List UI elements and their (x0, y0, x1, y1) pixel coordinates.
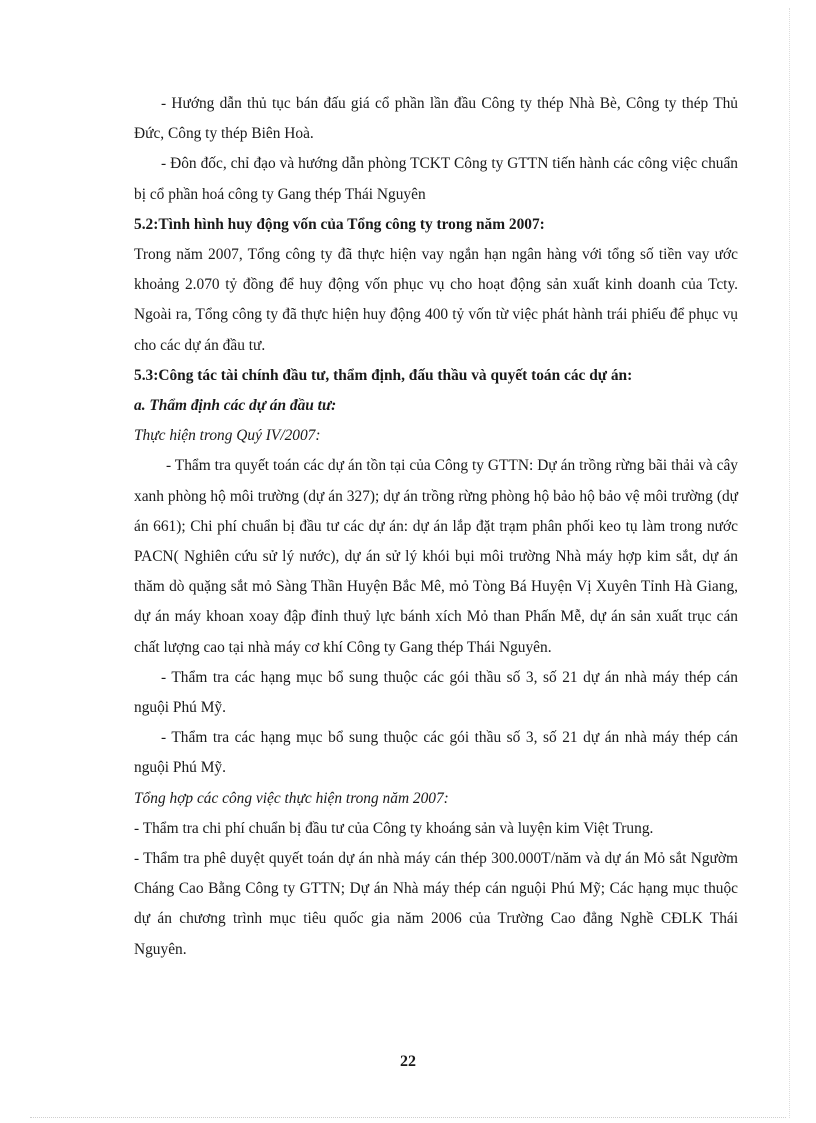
subheading-2007-summary: Tổng hợp các công việc thực hiện trong năm 2007: (134, 789, 449, 807)
margin-divider (789, 8, 790, 1118)
paragraph-supplementary-items-1: - Thẩm tra các hạng mục bổ sung thuộc các gói thầu số 3, số 21 dự án nhà máy thép cán nguội Phú Mỹ. (134, 668, 738, 717)
paragraph-capital-mobilization: Trong năm 2007, Tổng công ty đã thực hiện vay ngắn hạn ngân hàng với tổng số tiền vay ước khoảng 2.070 tỷ đồng để huy động vốn phục vụ cho hoạt động sản xuất kinh doanh của Tcty. Ngoài ra, Tổng công ty đã thực hiện huy động 400 tỷ vốn từ việc phát hành trái phiếu để phục vụ cho các dự án đầu tư. (134, 246, 738, 354)
paragraph-equitization-guidance: - Đôn đốc, chỉ đạo và hướng dẫn phòng TCKT Công ty GTTN tiến hành các công việc chuẩn bị cổ phần hoá công ty Gang thép Thái Nguyên (134, 155, 738, 203)
page-number: 22 (400, 1053, 416, 1070)
subheading-q4: Thực hiện trong Quý IV/2007: (134, 427, 321, 445)
subheading-a: a. Thẩm định các dự án đầu tư: (134, 397, 337, 415)
paragraph-approval-settlement: - Thẩm tra phê duyệt quyết toán dự án nhà máy cán thép 300.000T/năm và dự án Mỏ sắt Ngườm Cháng Cao Bằng Công ty GTTN; Dự án Nhà máy thép cán nguội Phú Mỹ; Các hạng mục thuộc dự án chương trình mục tiêu quốc gia năm 2006 của Trường Cao đẳng Nghề CĐLK Thái Nguyên. (134, 850, 738, 958)
heading-5-3: 5.3:Công tác tài chính đầu tư, thẩm định, đấu thầu và quyết toán các dự án: (134, 366, 633, 384)
heading-5-2: 5.2:Tình hình huy động vốn của Tổng công ty trong năm 2007: (134, 215, 545, 233)
paragraph-viet-trung-review: - Thẩm tra chi phí chuẩn bị đầu tư của Công ty khoáng sản và luyện kim Việt Trung. (134, 819, 654, 837)
paragraph-auction-guidance: - Hướng dẫn thủ tục bán đấu giá cổ phần lần đầu Công ty thép Nhà Bè, Công ty thép Thủ Đức, Công ty thép Biên Hoà. (134, 95, 738, 143)
paragraph-settlement-review: - Thẩm tra quyết toán các dự án tồn tại của Công ty GTTN: Dự án trồng rừng bãi thải và cây xanh phòng hộ môi trường (dự án 327); dự án trồng rừng phòng hộ bảo hộ bảo vệ môi trường (dự án 661); Chi phí chuẩn bị đầu tư các dự án: dự án lắp đặt trạm phân phối keo tụ làm trong nước PACN( Nghiên cứu sử lý nước), dự án sử lý khói bụi môi trường Nhà máy hợp kim sắt, dự án thăm dò quặng sắt mỏ Sàng Thần Huyện Bắc Mê, mỏ Tòng Bá Huyện Vị Xuyên Tỉnh Hà Giang, dự án máy khoan xoay đập đỉnh thuỷ lực bánh xích Mỏ than Phấn Mễ, dự án sản xuất trục cán chất lượng cao tại nhà máy cơ khí Công ty Gang thép Thái Nguyên. (134, 457, 738, 656)
footer-divider (30, 1117, 786, 1118)
page-content (134, 89, 738, 965)
paragraph-supplementary-items-2: - Thẩm tra các hạng mục bổ sung thuộc các gói thầu số 3, số 21 dự án nhà máy thép cán nguội Phú Mỹ. (134, 729, 738, 777)
